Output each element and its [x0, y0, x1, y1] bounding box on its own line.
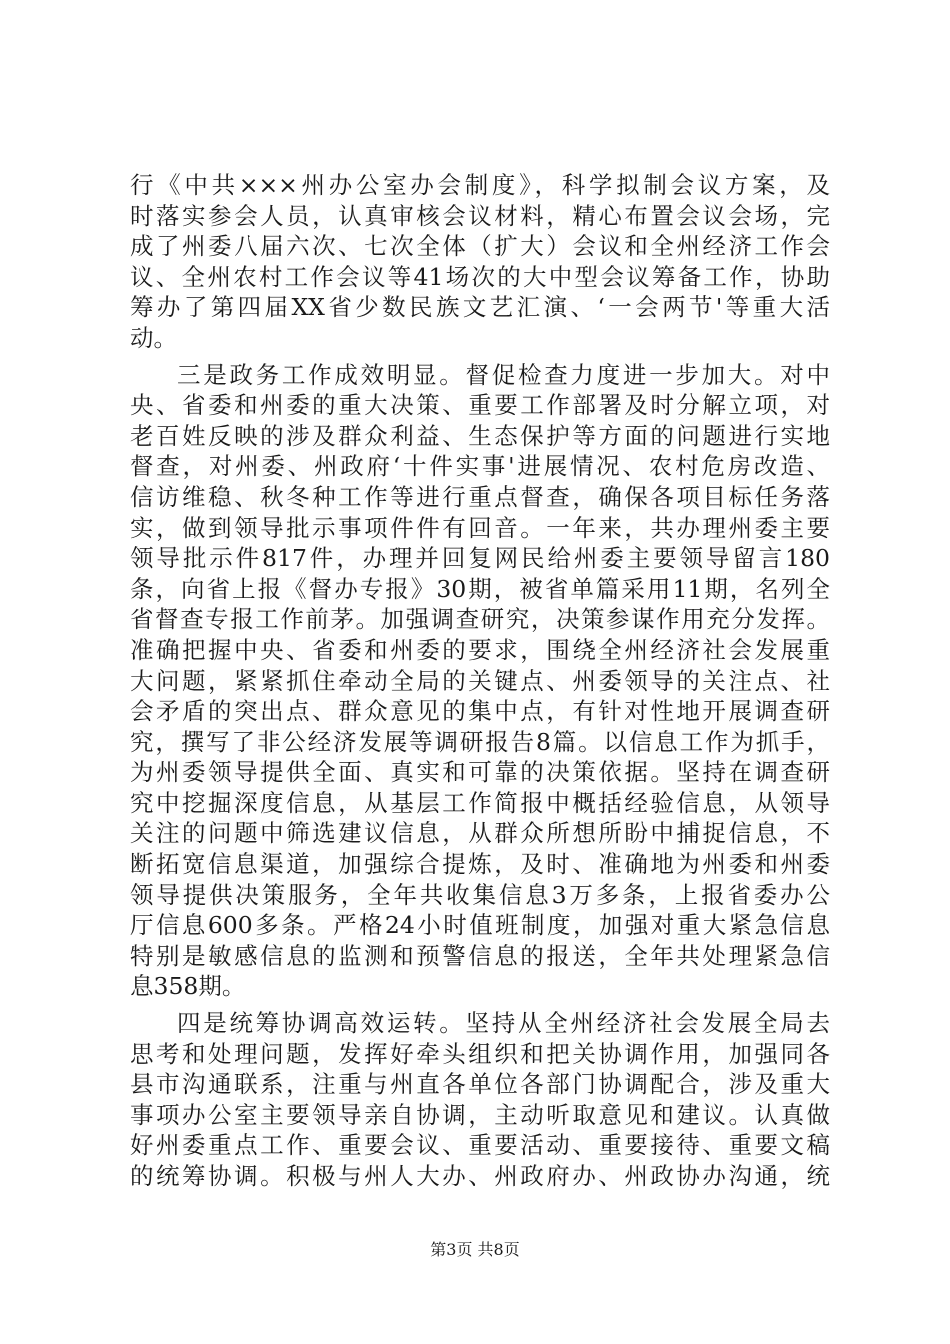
text-line: 厅信息600多条。严格24小时值班制度，加强对重大紧急信息 [130, 911, 830, 940]
text-line: 成了州委八届六次、七次全体（扩大）会议和全州经济工作会 [130, 232, 830, 261]
text-line: 究中挖掘深度信息，从基层工作简报中概括经验信息，从领导 [130, 788, 830, 817]
text-line: 思考和处理问题，发挥好牵头组织和把关协调作用，加强同各 [130, 1039, 830, 1068]
text-line: 条，向省上报《督办专报》30期，被省单篇采用11期，名列全 [130, 574, 830, 603]
text-line: 究，撰写了非公经济发展等调研报告8篇。以信息工作为抓手， [130, 727, 830, 756]
paragraph [130, 360, 830, 1002]
text-line: 省督查专报工作前茅。加强调查研究，决策参谋作用充分发挥。 [130, 605, 830, 634]
text-line: 筹办了第四届XX省少数民族文艺汇演、‘一会两节'等重大活 [130, 293, 830, 322]
text-line: 会矛盾的突出点、群众意见的集中点，有针对性地开展调查研 [130, 697, 830, 726]
text-line: 行《中共×××州办公室办会制度》，科学拟制会议方案，及 [130, 171, 830, 199]
text-line: 时落实参会人员，认真审核会议材料，精心布置会议会场，完 [130, 201, 830, 230]
text-line: 督查，对州委、州政府‘十件实事'进展情况、农村危房改造、 [130, 452, 830, 481]
text-line: 领导提供决策服务，全年共收集信息3万多条，上报省委办公 [130, 880, 830, 909]
paragraph [130, 170, 830, 354]
text-line: 三是政务工作成效明显。督促检查力度进一步加大。对中 [177, 360, 830, 389]
text-line: 领导批示件817件，办理并回复网民给州委主要领导留言180 [130, 544, 830, 573]
text-line: 断拓宽信息渠道，加强综合提炼，及时、准确地为州委和州委 [130, 850, 830, 879]
text-line: 县市沟通联系，注重与州直各单位各部门协调配合，涉及重大 [130, 1070, 830, 1099]
text-line: 动。 [130, 323, 177, 352]
text-line: 特别是敏感信息的监测和预警信息的报送，全年共处理紧急信 [130, 941, 830, 970]
text-line: 准确把握中央、省委和州委的要求，围绕全州经济社会发展重 [130, 635, 830, 664]
page-footer: 第3页 共8页 [430, 1240, 520, 1259]
text-line: 为州委领导提供全面、真实和可靠的决策依据。坚持在调查研 [130, 758, 830, 787]
text-line: 央、省委和州委的重大决策、重要工作部署及时分解立项，对 [130, 391, 830, 420]
text-line: 实，做到领导批示事项件件有回音。一年来，共办理州委主要 [130, 513, 830, 542]
paragraph [130, 1008, 830, 1192]
text-line: 议、全州农村工作会议等41场次的大中型会议筹备工作，协助 [130, 262, 830, 291]
text-line: 息358期。 [130, 972, 246, 1001]
text-line: 信访维稳、秋冬种工作等进行重点督查，确保各项目标任务落 [130, 482, 830, 511]
text-line: 好州委重点工作、重要会议、重要活动、重要接待、重要文稿 [130, 1131, 830, 1160]
text-line: 的统筹协调。积极与州人大办、州政府办、州政协办沟通，统 [130, 1162, 830, 1190]
text-line: 老百姓反映的涉及群众利益、生态保护等方面的问题进行实地 [130, 421, 830, 450]
text-line: 大问题，紧紧抓住牵动全局的关键点、州委领导的关注点、社 [130, 666, 830, 695]
body-text [130, 170, 830, 1192]
text-line: 事项办公室主要领导亲自协调，主动听取意见和建议。认真做 [130, 1100, 830, 1129]
text-line: 关注的问题中筛选建议信息，从群众所想所盼中捕捉信息，不 [130, 819, 830, 848]
text-line: 四是统筹协调高效运转。坚持从全州经济社会发展全局去 [177, 1009, 830, 1038]
